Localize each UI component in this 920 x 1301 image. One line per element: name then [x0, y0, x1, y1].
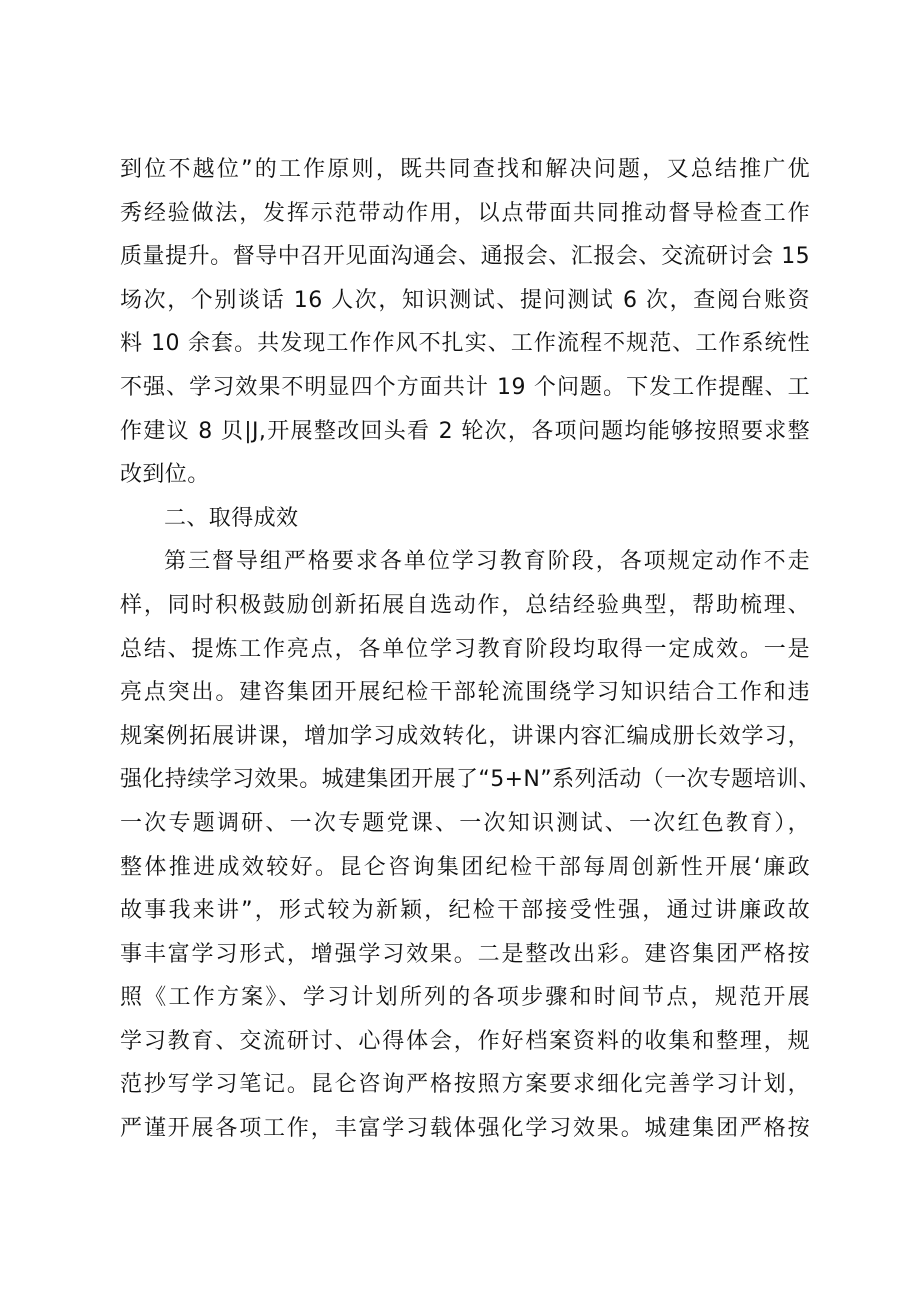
paragraph-1-line: 料 10 余套。共发现工作作风不扎实、工作流程不规范、工作系统性: [120, 331, 810, 357]
paragraph-2-line: 整体推进成效较好。昆仑咨询集团纪检干部每周创新性开展‘廉政: [120, 854, 810, 880]
paragraph-2-line: 一次专题调研、一次专题党课、一次知识测试、一次红色教育），: [120, 810, 810, 836]
paragraph-2-line: 事丰富学习形式，增强学习效果。二是整改出彩。建咨集团严格按: [120, 941, 810, 967]
paragraph-1-line: 到位不越位”的工作原则，既共同查找和解决问题，又总结推广优: [120, 157, 810, 182]
paragraph-1-line: 不强、学习效果不明显四个方面共计 19 个问题。下发工作提醒、工: [120, 374, 810, 400]
paragraph-2-line: 样，同时积极鼓励创新拓展自选动作，总结经验典型，帮助梳理、: [120, 592, 810, 618]
paragraph-1-line: 质量提升。督导中召开见面沟通会、通报会、汇报会、交流研讨会 15: [120, 244, 810, 270]
paragraph-1-line: 改到位。: [120, 462, 210, 488]
paragraph-2-line: 规案例拓展讲课，增加学习成效转化，讲课内容汇编成册长效学习，: [120, 723, 810, 749]
paragraph-2-line: 总结、提炼工作亮点，各单位学习教育阶段均取得一定成效。一是: [120, 636, 810, 662]
paragraph-2-line: 范抄写学习笔记。昆仑咨询严格按照方案要求细化完善学习计划，: [120, 1072, 810, 1098]
section-heading: 二、取得成效: [164, 505, 299, 531]
paragraph-2-line: 强化持续学习效果。城建集团开展了“5+N”系列活动（一次专题培训、: [120, 767, 821, 793]
paragraph-2-line: 第三督导组严格要求各单位学习教育阶段，各项规定动作不走: [164, 549, 810, 575]
paragraph-2-line: 亮点突出。建咨集团开展纪检干部轮流围绕学习知识结合工作和违: [120, 680, 810, 706]
paragraph-2-line: 照《工作方案》、学习计划所列的各项步骤和时间节点，规范开展: [120, 985, 810, 1011]
paragraph-1-line: 秀经验做法，发挥示范带动作用，以点带面共同推动督导检查工作: [120, 200, 810, 226]
paragraph-2-line: 故事我来讲”，形式较为新颖，纪检干部接受性强，通过讲廉政故: [120, 898, 810, 924]
paragraph-2: [120, 540, 821, 1150]
paragraph-1-line: 作建议 8 贝|J,开展整改回头看 2 轮次，各项问题均能够按照要求整: [120, 418, 810, 444]
document-body: [120, 148, 821, 1151]
paragraph-1-line: 场次，个别谈话 16 人次，知识测试、提问测试 6 次，查阅台账资: [120, 287, 810, 313]
paragraph-2-line: 学习教育、交流研讨、心得体会，作好档案资料的收集和整理，规: [120, 1028, 810, 1054]
paragraph-2-line: 严谨开展各项工作，丰富学习载体强化学习效果。城建集团严格按: [120, 1116, 810, 1142]
paragraph-1: [120, 148, 810, 497]
